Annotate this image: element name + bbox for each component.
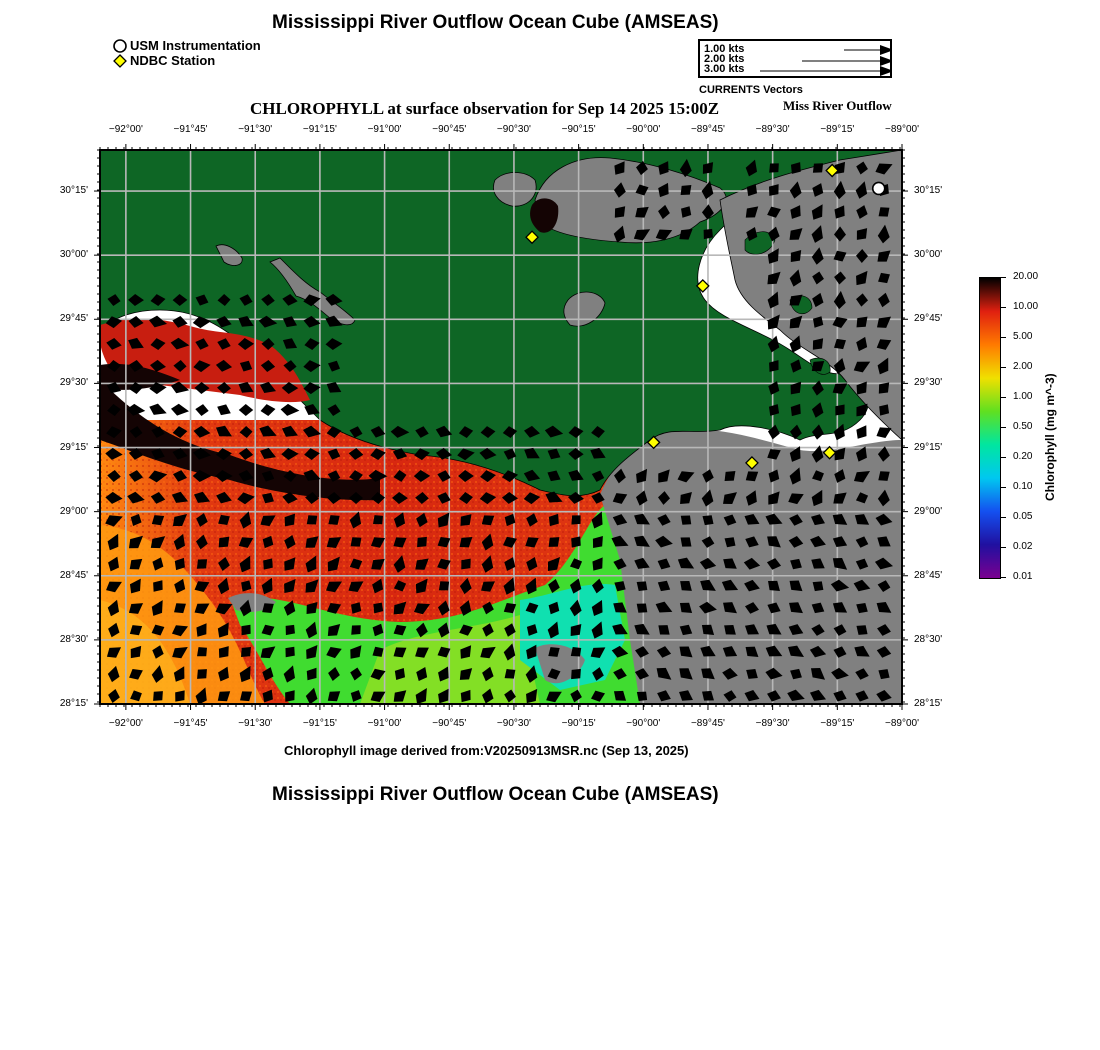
current-arrow (260, 403, 277, 417)
current-arrow (170, 403, 190, 417)
lon-tick-label-bottom: −91°15' (302, 718, 337, 729)
colorbar (978, 271, 1088, 586)
lon-tick-label-top: −91°30' (238, 124, 273, 135)
lat-tick-label-right: 28°30' (914, 633, 943, 645)
lon-tick-label-bottom: −90°45' (432, 718, 467, 729)
speed-3-label: 3.00 kts (704, 63, 745, 75)
lon-tick-label-top: −91°45' (173, 124, 208, 135)
colorbar-tick-label: 0.05 (1013, 511, 1033, 522)
colorbar-tick-mark (1000, 457, 1006, 458)
lat-tick-label-left: 29°15' (59, 441, 88, 453)
lat-tick-label-left: 29°30' (59, 377, 88, 389)
lon-tick-label-bottom: −90°00' (626, 718, 661, 729)
lon-tick-label-bottom: −92°00' (108, 718, 143, 729)
lon-tick-label-top: −89°00' (885, 124, 919, 135)
page-title: Mississippi River Outflow Ocean Cube (AMSEAS) (272, 12, 719, 33)
colorbar-tick-mark (1000, 577, 1006, 578)
current-arrow-head (280, 403, 300, 416)
lon-tick-label-top: −90°30' (496, 124, 531, 135)
current-arrow (239, 404, 253, 416)
lon-tick-label-top: −89°45' (690, 124, 725, 135)
repeat-title: Mississippi River Outflow Ocean Cube (AMSEAS) (272, 784, 719, 805)
lat-tick-label-right: 29°45' (914, 313, 943, 325)
colorbar-tick-mark (1000, 397, 1006, 398)
lat-tick-label-right: 28°15' (914, 698, 943, 709)
colorbar-tick-mark (1000, 307, 1006, 308)
usm-station-marker[interactable] (873, 182, 885, 194)
lat-tick-label-left: 28°45' (59, 569, 88, 581)
colorbar-tick-mark (1000, 367, 1006, 368)
lat-tick-label-left: 28°15' (59, 698, 88, 709)
lon-tick-label-top: −90°15' (561, 124, 596, 135)
current-arrow-head (260, 403, 277, 417)
lat-tick-label-left: 28°30' (59, 633, 88, 645)
lon-tick-label-top: −92°00' (108, 124, 143, 135)
colorbar-label: Chlorophyll (mg m^-3) (1043, 373, 1057, 501)
lon-tick-label-bottom: −90°30' (496, 718, 531, 729)
current-arrow-head (239, 404, 253, 416)
usm-legend-label: USM Instrumentation (130, 38, 261, 53)
lon-tick-label-bottom: −91°00' (367, 718, 402, 729)
colorbar-tick-label: 5.00 (1013, 331, 1033, 342)
lon-tick-label-bottom: −89°00' (885, 718, 919, 729)
colorbar-tick-label: 0.01 (1013, 571, 1033, 582)
lon-tick-label-top: −89°15' (820, 124, 855, 135)
colorbar-tick-label: 10.00 (1013, 301, 1039, 312)
colorbar-tick-label: 0.02 (1013, 541, 1033, 552)
lon-tick-label-top: −89°30' (755, 124, 790, 135)
speed-2-label: 2.00 kts (704, 53, 745, 65)
lat-tick-label-right: 28°45' (914, 569, 943, 581)
lon-tick-label-bottom: −91°30' (238, 718, 273, 729)
lon-tick-label-top: −91°15' (302, 124, 337, 135)
speed-1-label: 1.00 kts (704, 43, 745, 55)
colorbar-tick-mark (1000, 427, 1006, 428)
currents-key-label: CURRENTS Vectors (699, 84, 803, 96)
lon-tick-label-bottom: −89°30' (755, 718, 790, 729)
current-arrow-head (215, 401, 234, 418)
colorbar-tick-label: 0.10 (1013, 481, 1033, 492)
colorbar-tick-label: 0.50 (1013, 421, 1033, 432)
region-tag: Miss River Outflow (783, 98, 892, 113)
lat-tick-label-right: 30°00' (914, 249, 943, 261)
lon-tick-label-bottom: −89°15' (820, 718, 855, 729)
lat-tick-label-left: 30°15' (59, 185, 88, 197)
current-arrow-head (195, 403, 210, 417)
lat-tick-label-right: 29°30' (914, 377, 943, 389)
current-arrow (215, 401, 234, 418)
colorbar-tick-label: 2.00 (1013, 361, 1033, 372)
lon-tick-label-top: −91°00' (367, 124, 402, 135)
current-arrow (195, 403, 210, 417)
lon-tick-label-bottom: −91°45' (173, 718, 208, 729)
current-arrow-head (170, 403, 190, 417)
colorbar-tick-label: 1.00 (1013, 391, 1033, 402)
colorbar-tick-mark (1000, 277, 1006, 278)
current-arrow (147, 401, 169, 419)
current-arrow (853, 422, 872, 442)
lat-tick-label-right: 30°15' (914, 185, 943, 197)
colorbar-tick-mark (1000, 517, 1006, 518)
lat-tick-label-left: 29°45' (59, 313, 88, 325)
colorbar-tick-label: 0.20 (1013, 451, 1033, 462)
colorbar-ticks (978, 271, 1048, 586)
lat-tick-label-right: 29°00' (914, 505, 943, 517)
lat-tick-label-right: 29°15' (914, 441, 943, 453)
lon-tick-label-bottom: −90°15' (561, 718, 596, 729)
map-subtitle: CHLOROPHYLL at surface observation for Sep 14 2025 15:00Z (250, 99, 720, 118)
ndbc-legend-label: NDBC Station (130, 53, 216, 68)
lon-tick-label-top: −90°00' (626, 124, 661, 135)
colorbar-tick-label: 20.00 (1013, 271, 1039, 282)
current-arrow-head (147, 401, 169, 419)
colorbar-tick-mark (1000, 487, 1006, 488)
lat-tick-label-left: 30°00' (59, 249, 88, 261)
lon-tick-label-bottom: −89°45' (690, 718, 725, 729)
source-caption: Chlorophyll image derived from:V20250913MSR.nc (Sep 13, 2025) (284, 743, 689, 758)
current-arrow (280, 403, 300, 416)
current-arrow-head (853, 422, 872, 442)
lat-tick-label-left: 29°00' (59, 505, 88, 517)
colorbar-tick-mark (1000, 337, 1006, 338)
lon-tick-label-top: −90°45' (432, 124, 467, 135)
colorbar-tick-mark (1000, 547, 1006, 548)
